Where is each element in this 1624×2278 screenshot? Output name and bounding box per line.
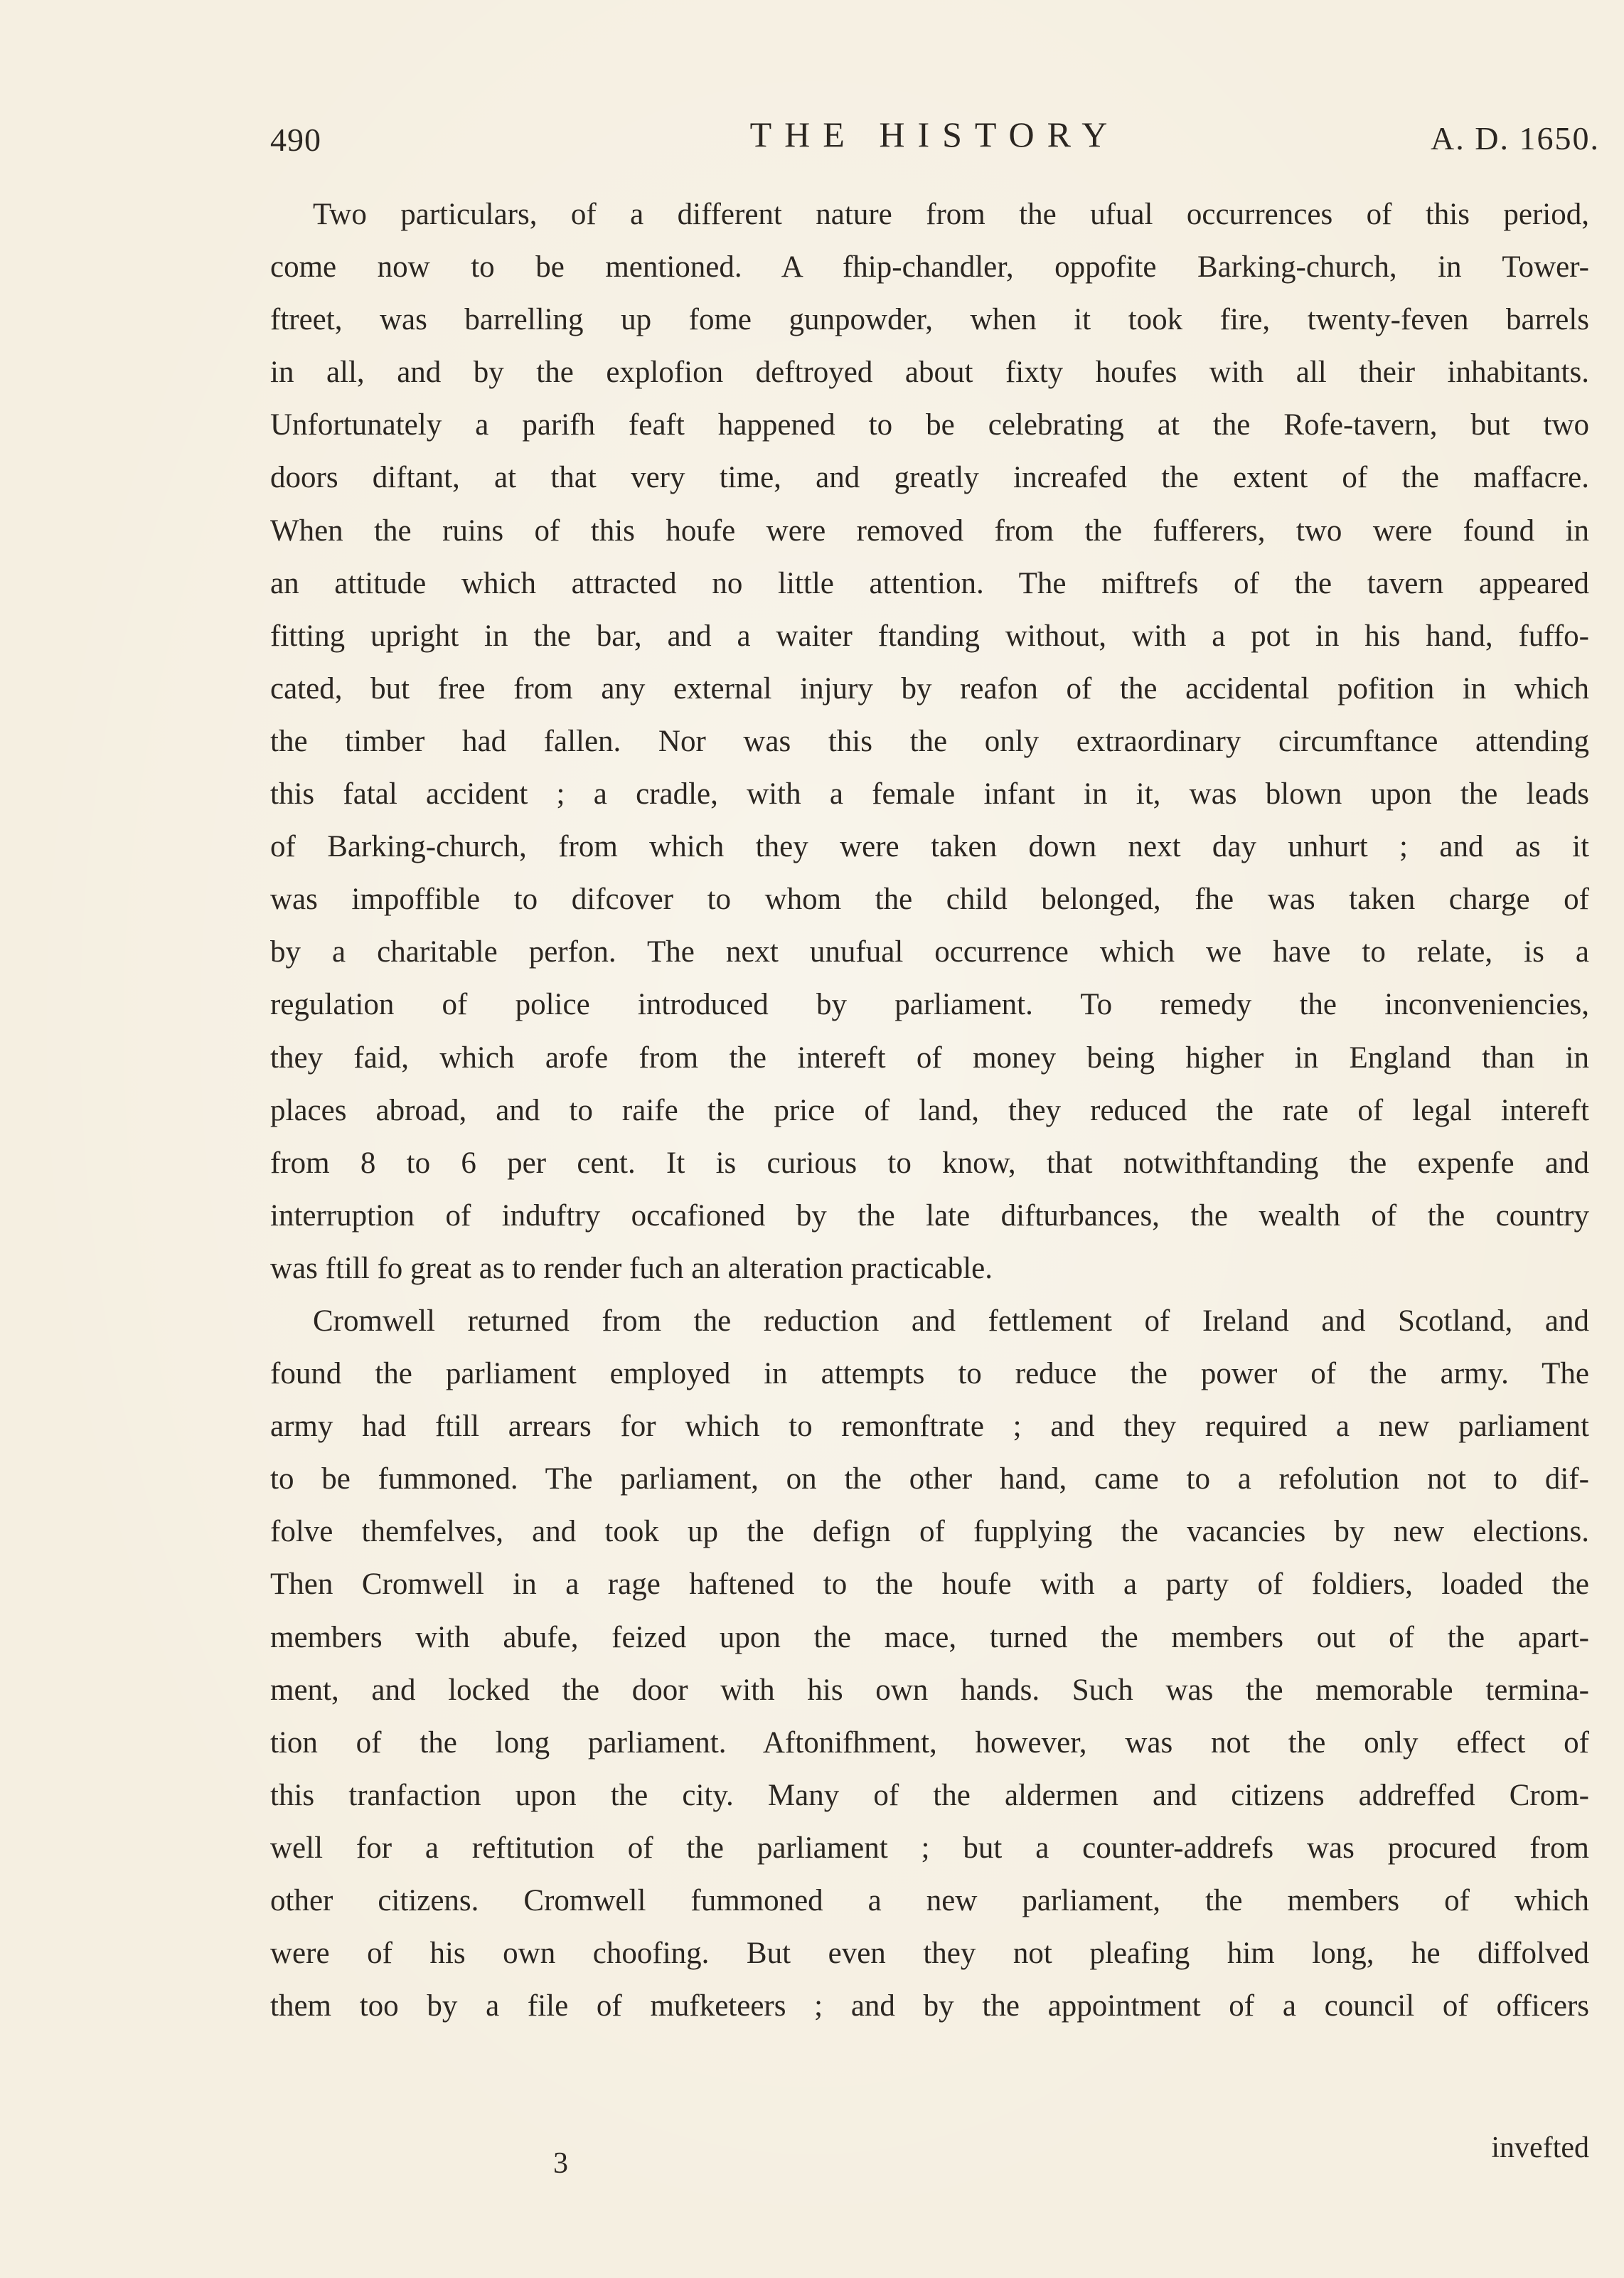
text-line: from 8 to 6 per cent. It is curious to know, that notwithftanding the expenfe and [270,1146,1589,1180]
text-line: army had ftill arrears for which to remonftrate ; and they required a new parliament [270,1410,1589,1444]
text-line: this fatal accident ; a cradle, with a female infant in it, was blown upon the leads [270,777,1589,811]
text-line: well for a reftitution of the parliament ; but a counter-addrefs was procured from [270,1831,1589,1865]
page-number: 490 [270,122,321,158]
body-text [270,188,1589,2033]
text-line: them too by a file of mufketeers ; and by the appointment of a council of officers [270,1989,1589,2023]
text-line: found the parliament employed in attempts to reduce the power of the army. The [270,1357,1589,1391]
page-header [270,114,1600,171]
text-line: Cromwell returned from the reduction and fettlement of Ireland and Scotland, and [313,1304,1589,1338]
paragraph-2 [270,1295,1589,2033]
catchword: invefted [1491,2131,1589,2164]
running-title: THE HISTORY [749,115,1121,154]
text-line: Two particulars, of a different nature from the ufual occurrences of this period, [313,198,1589,231]
text-line: doors diftant, at that very time, and greatly increafed the extent of the maffacre. [270,461,1589,495]
text-line: Unfortunately a parifh feaft happened to be celebrating at the Rofe-tavern, but two [270,408,1589,442]
signature-mark: 3 [553,2147,568,2180]
text-line: tion of the long parliament. Aftonifhment, however, was not the only effect of [270,1725,1589,1760]
text-line: other citizens. Cromwell fummoned a new parliament, the members of which [270,1884,1589,1917]
text-line: was impoffible to difcover to whom the child belonged, fhe was taken charge of [270,883,1589,917]
text-line: members with abufe, feized upon the mace, turned the members out of the apart- [270,1620,1589,1654]
text-line: the timber had fallen. Nor was this the only extraordinary circumftance attending [270,724,1589,758]
text-line: was ftill fo great as to render fuch an alteration practicable. [270,1251,993,1285]
text-line: an attitude which attracted no little attention. The miftrefs of the tavern appeared [270,566,1589,600]
text-line: regulation of police introduced by parliament. To remedy the inconveniencies, [270,988,1589,1022]
text-line: interruption of induftry occafioned by the late difturbances, the wealth of the country [270,1198,1589,1233]
text-line: fitting upright in the bar, and a waiter ftanding without, with a pot in his hand, fuffo- [270,619,1589,653]
text-line: were of his own choofing. But even they not pleafing him long, he diffolved [270,1937,1589,1971]
text-line: they faid, which arofe from the intereft of money being higher in England than in [270,1040,1589,1075]
text-line: ment, and locked the door with his own hands. Such was the memorable termina- [270,1673,1589,1707]
text-line: this tranfaction upon the city. Many of the aldermen and citizens addreffed Crom- [270,1778,1589,1812]
text-line: in all, and by the explofion deftroyed about fixty houfes with all their inhabitants. [270,356,1589,390]
text-line: Then Cromwell in a rage haftened to the houfe with a party of foldiers, loaded the [270,1568,1589,1602]
text-line: places abroad, and to raife the price of land, they reduced the rate of legal intereft [270,1093,1589,1127]
text-line: When the ruins of this houfe were removed from the fufferers, two were found in [270,513,1589,548]
date-tag: A. D. 1650. [1431,120,1600,156]
paragraph-1 [270,188,1589,1295]
text-line: folve themfelves, and took up the defign of fupplying the vacancies by new elections. [270,1515,1589,1549]
text-line: of Barking-church, from which they were taken down next day unhurt ; and as it [270,830,1589,864]
text-line: ftreet, was barrelling up fome gunpowder, when it took fire, twenty-feven barrels [270,303,1589,337]
text-line: by a charitable perfon. The next unufual occurrence which we have to relate, is a [270,935,1589,969]
text-line: to be fummoned. The parliament, on the other hand, came to a refolution not to dif- [270,1462,1589,1496]
text-line: cated, but free from any external injury by reafon of the accidental pofition in which [270,671,1589,706]
page-footer [270,2131,1589,2196]
text-line: come now to be mentioned. A fhip-chandler, oppofite Barking-church, in Tower- [270,250,1589,284]
